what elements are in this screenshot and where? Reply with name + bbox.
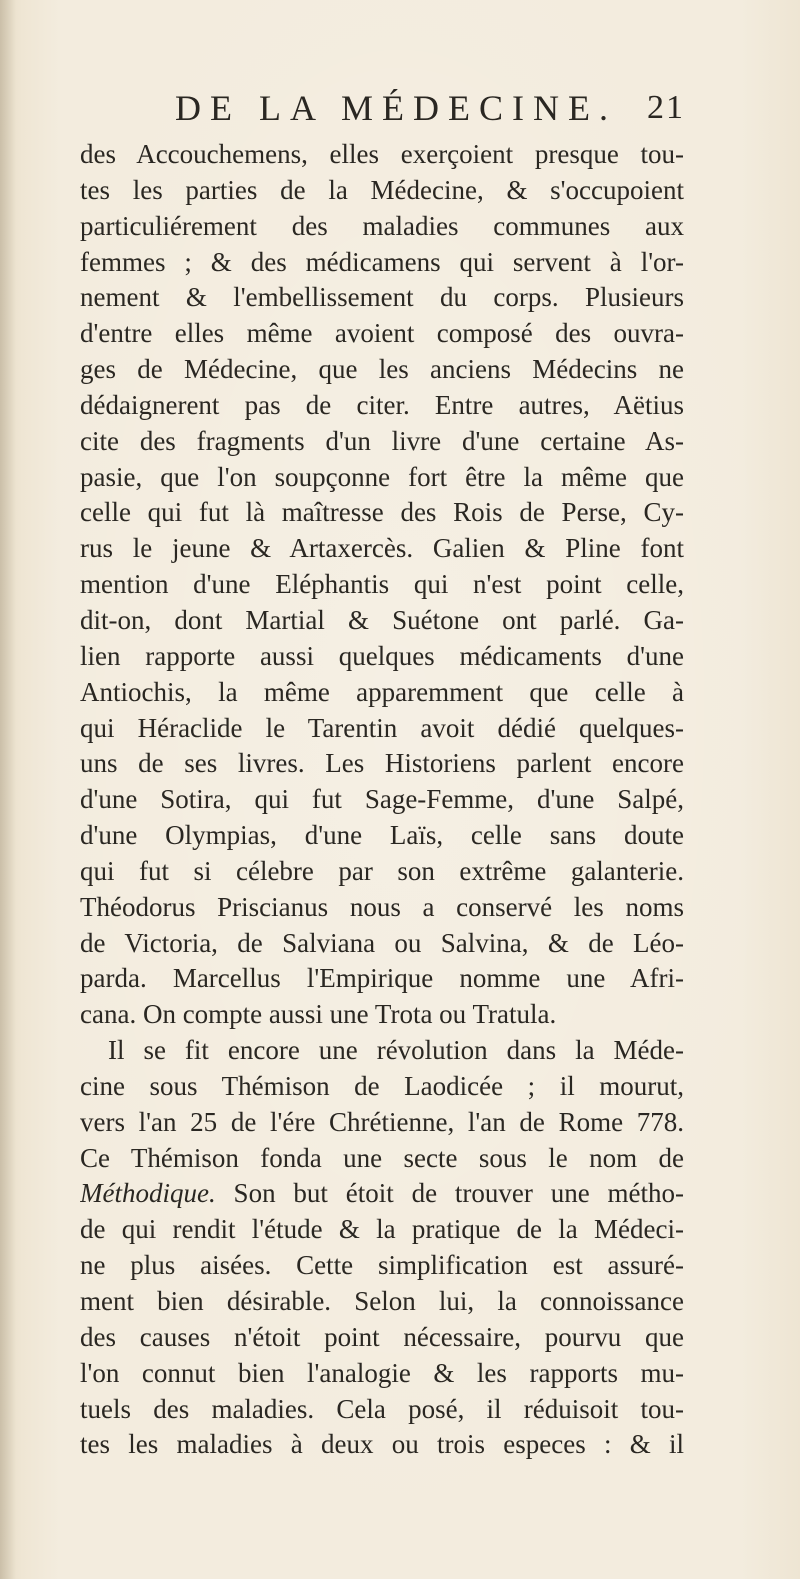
- text-line: celle qui fut là maîtresse des Rois de Perse, Cy-: [80, 497, 684, 528]
- text-line: nement & l'embellissement du corps. Plusieurs: [80, 282, 684, 313]
- text-line: Ce Thémison fonda une secte sous le nom de: [80, 1142, 684, 1173]
- text-line: femmes ; & des médicamens qui servent à l'or-: [80, 246, 684, 277]
- text-line: qui Héraclide le Tarentin avoit dédié quelques-: [80, 712, 684, 743]
- running-head: [175, 78, 685, 138]
- page-number: 21: [647, 89, 685, 126]
- text-line: particuliérement des maladies communes aux: [80, 210, 684, 241]
- text-line: tuels des maladies. Cela posé, il réduisoit tou-: [80, 1393, 684, 1424]
- text-line: pasie, que l'on soupçonne fort être la même que: [80, 461, 684, 492]
- text-line: Antiochis, la même apparemment que celle à: [80, 676, 684, 707]
- text-line: ment bien désirable. Selon lui, la connoissance: [80, 1286, 684, 1316]
- text-line: de Victoria, de Salviana ou Salvina, & de Léo-: [80, 927, 684, 958]
- text-line: tes les maladies à deux ou trois especes : & il: [80, 1429, 684, 1460]
- text-line: cine sous Thémison de Laodicée ; il mourut,: [80, 1070, 684, 1101]
- text-line: ne plus aisées. Cette simplification est assuré-: [80, 1250, 684, 1281]
- page-gutter-shadow: [0, 0, 16, 1579]
- text-line: rus le jeune & Artaxercès. Galien & Pline font: [80, 533, 684, 564]
- text-line: mention d'une Eléphantis qui n'est point celle,: [80, 569, 684, 600]
- body-text: [80, 137, 684, 1463]
- text-line: l'on connut bien l'analogie & les rapports mu-: [80, 1357, 684, 1388]
- italic-term: Méthodique.: [80, 1178, 216, 1209]
- text-line: dédaignerent pas de citer. Entre autres, Aëtius: [80, 389, 684, 420]
- text-line: d'une Sotira, qui fut Sage-Femme, d'une Salpé,: [80, 784, 684, 815]
- text-line: des Accouchemens, elles exerçoient presque tou-: [80, 139, 684, 169]
- text-line: Théodorus Priscianus nous a conservé les noms: [80, 891, 684, 922]
- text-line: des causes n'étoit point nécessaire, pourvu que: [80, 1321, 684, 1352]
- running-head-title: DE LA MÉDECINE.: [175, 88, 617, 128]
- text-line: vers l'an 25 de l'ére Chrétienne, l'an de Rome 778.: [80, 1106, 684, 1137]
- text-line: d'une Olympias, d'une Laïs, celle sans doute: [80, 820, 684, 851]
- text-line: d'entre elles même avoient composé des ouvra-: [80, 318, 684, 349]
- text-line: parda. Marcellus l'Empirique nomme une Afri-: [80, 963, 684, 994]
- paragraph-start-line: Il se fit encore une révolution dans la Méde-: [108, 1035, 684, 1066]
- text-line: tes les parties de la Médecine, & s'occupoient: [80, 174, 684, 205]
- text-line: ges de Médecine, que les anciens Médecins ne: [80, 354, 684, 385]
- text-line: Méthodique. Son but étoit de trouver une métho-: [80, 1178, 684, 1209]
- text-line: cite des fragments d'un livre d'une certaine As-: [80, 425, 684, 456]
- text-line: dit-on, dont Martial & Suétone ont parlé. Ga-: [80, 604, 684, 635]
- text-line: lien rapporte aussi quelques médicaments d'une: [80, 640, 684, 671]
- text-line: qui fut si célebre par son extrême galanterie.: [80, 855, 684, 886]
- text-line: de qui rendit l'étude & la pratique de la Médeci-: [80, 1214, 684, 1245]
- text-line: uns de ses livres. Les Historiens parlent encore: [80, 748, 684, 779]
- paragraph-end-line: cana. On compte aussi une Trota ou Tratula.: [80, 999, 557, 1030]
